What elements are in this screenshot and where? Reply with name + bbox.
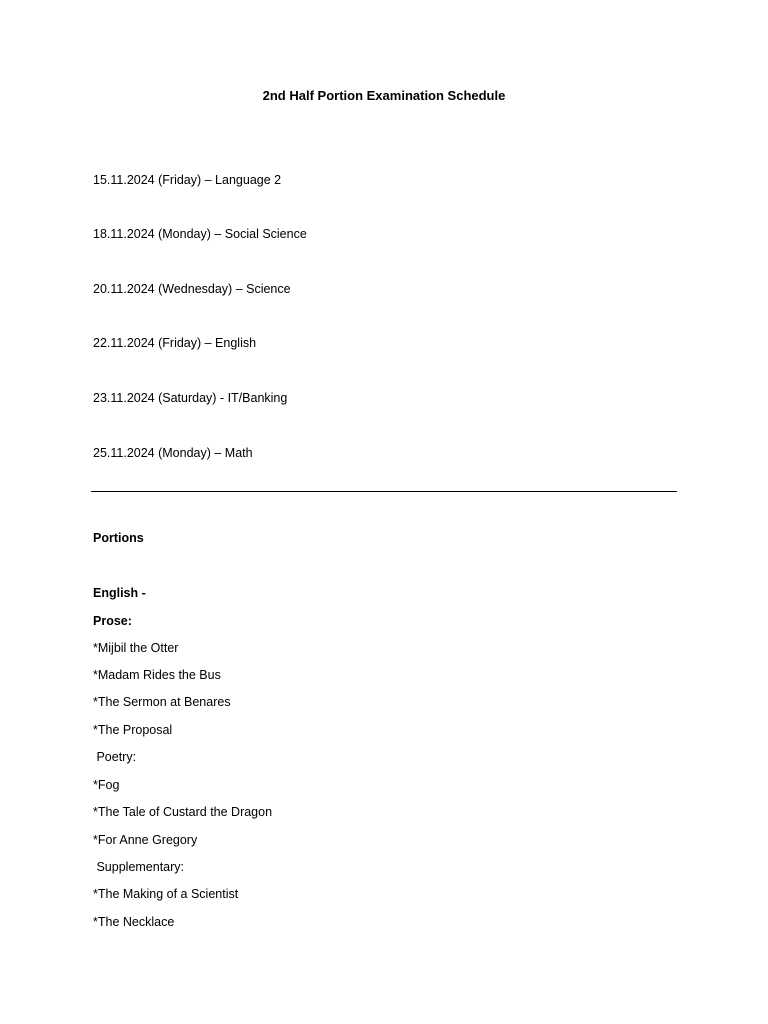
horizontal-divider bbox=[91, 491, 677, 492]
schedule-item: 22.11.2024 (Friday) – English bbox=[93, 336, 257, 350]
list-item: *The Necklace bbox=[93, 915, 175, 929]
page-title: 2nd Half Portion Examination Schedule bbox=[262, 88, 506, 103]
list-item: *The Proposal bbox=[93, 723, 173, 737]
list-item: *Madam Rides the Bus bbox=[93, 668, 221, 682]
schedule-item: 23.11.2024 (Saturday) - IT/Banking bbox=[93, 391, 288, 405]
list-item: *Mijbil the Otter bbox=[93, 641, 179, 655]
schedule-item: 18.11.2024 (Monday) – Social Science bbox=[93, 227, 307, 241]
list-item: *The Making of a Scientist bbox=[93, 887, 239, 901]
schedule-item: 15.11.2024 (Friday) – Language 2 bbox=[93, 173, 282, 187]
supplementary-heading: Supplementary: bbox=[93, 860, 185, 874]
portions-heading: Portions bbox=[93, 531, 144, 545]
list-item: *The Sermon at Benares bbox=[93, 695, 231, 709]
english-heading: English - bbox=[93, 586, 146, 600]
list-item: *The Tale of Custard the Dragon bbox=[93, 805, 273, 819]
schedule-item: 25.11.2024 (Monday) – Math bbox=[93, 446, 253, 460]
schedule-item: 20.11.2024 (Wednesday) – Science bbox=[93, 282, 291, 296]
prose-heading: Prose: bbox=[93, 614, 132, 628]
poetry-heading: Poetry: bbox=[93, 750, 137, 764]
list-item: *For Anne Gregory bbox=[93, 833, 198, 847]
list-item: *Fog bbox=[93, 778, 120, 792]
